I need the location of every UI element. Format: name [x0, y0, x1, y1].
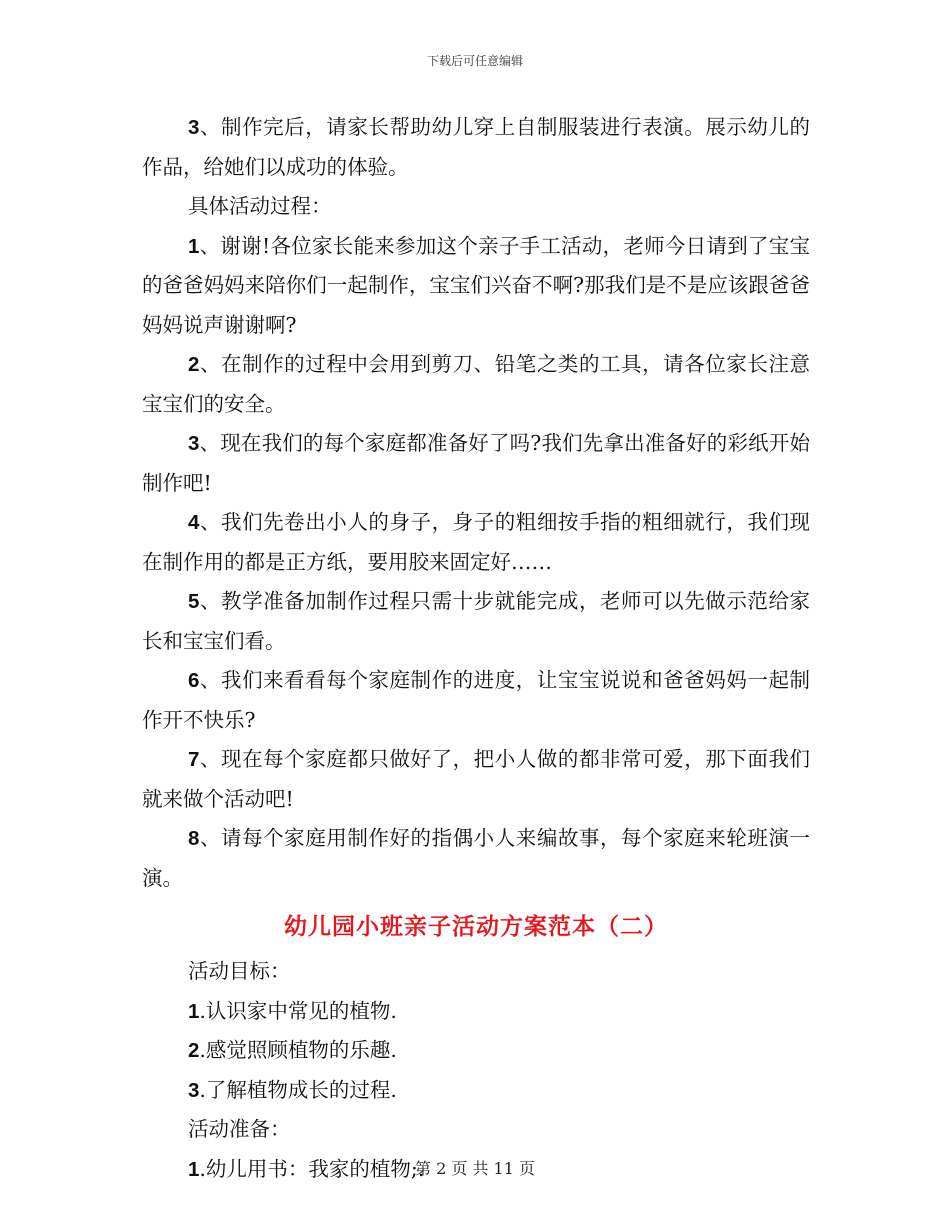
paragraph-text: 、制作完后，请家长帮助幼儿穿上自制服装进行表演。展示幼儿的作品，给她们以成功的体验。 [142, 115, 810, 179]
page-header: 下载后可任意编辑 [426, 54, 523, 68]
paragraph [142, 992, 810, 1032]
paragraph [142, 1110, 810, 1150]
paragraph-text: 、谢谢!各位家长能来参加这个亲子手工活动，老师今日请到了宝宝的爸爸妈妈来陪你们一起制作，宝宝们兴奋不啊?那我们是不是应该跟爸爸妈妈说声谢谢啊? [142, 233, 810, 337]
paragraph [142, 582, 810, 661]
item-number: 6 [188, 669, 200, 692]
page-footer: 第 2 页 共 11 页 [415, 1159, 535, 1178]
paragraph-text: 、现在每个家庭都只做好了，把小人做的都非常可爱，那下面我们就来做个活动吧! [142, 747, 810, 811]
item-number: 1 [188, 234, 200, 258]
paragraph [142, 108, 810, 187]
paragraph-text: .幼儿用书：我家的植物;. [199, 1156, 425, 1181]
paragraph [142, 345, 810, 424]
paragraph [142, 424, 810, 503]
item-number: 5 [188, 590, 200, 613]
item-number: 1 [188, 999, 200, 1023]
item-number: 1 [188, 1157, 200, 1181]
paragraph [142, 740, 810, 819]
item-number: 3 [188, 116, 200, 139]
paragraph [142, 227, 810, 346]
paragraph [142, 187, 810, 227]
section-title: 幼儿园小班亲子活动方案范本（二） [284, 913, 668, 940]
paragraph-text: .了解植物成长的过程. [199, 1077, 397, 1102]
item-number: 2 [188, 1039, 200, 1062]
paragraph [142, 819, 810, 898]
item-number: 2 [188, 353, 200, 376]
paragraph [142, 1031, 810, 1071]
paragraph-text: 、我们先卷出小人的身子，身子的粗细按手指的粗细就行，我们现在制作用的都是正方纸，要用胶来固定好…… [142, 510, 810, 574]
paragraph-text: 、现在我们的每个家庭都准备好了吗?我们先拿出准备好的彩纸开始制作吧! [142, 431, 810, 495]
paragraph [142, 1071, 810, 1111]
paragraph-text: 、教学准备加制作过程只需十步就能完成，老师可以先做示范给家长和宝宝们看。 [142, 589, 810, 653]
paragraph-text: .认识家中常见的植物. [199, 998, 397, 1023]
item-number: 4 [188, 511, 200, 534]
item-number: 7 [188, 748, 200, 771]
item-number: 8 [188, 827, 200, 850]
paragraph [142, 661, 810, 740]
paragraph-text: 活动目标： [188, 959, 291, 983]
paragraph-text: 、请每个家庭用制作好的指偶小人来编故事，每个家庭来轮班演一演。 [142, 826, 810, 890]
document-body [142, 108, 810, 1189]
item-number: 3 [188, 1078, 200, 1102]
paragraph-text: 具体活动过程： [188, 194, 332, 218]
item-number: 3 [188, 432, 200, 455]
paragraph-text: 活动准备： [188, 1117, 291, 1141]
paragraph-text: .感觉照顾植物的乐趣. [199, 1038, 397, 1062]
paragraph [142, 503, 810, 582]
paragraph-text: 、我们来看看每个家庭制作的进度，让宝宝说说和爸爸妈妈一起制作开不快乐? [142, 668, 810, 732]
paragraph-text: 、在制作的过程中会用到剪刀、铅笔之类的工具，请各位家长注意宝宝们的安全。 [142, 352, 810, 416]
paragraph [142, 952, 810, 992]
